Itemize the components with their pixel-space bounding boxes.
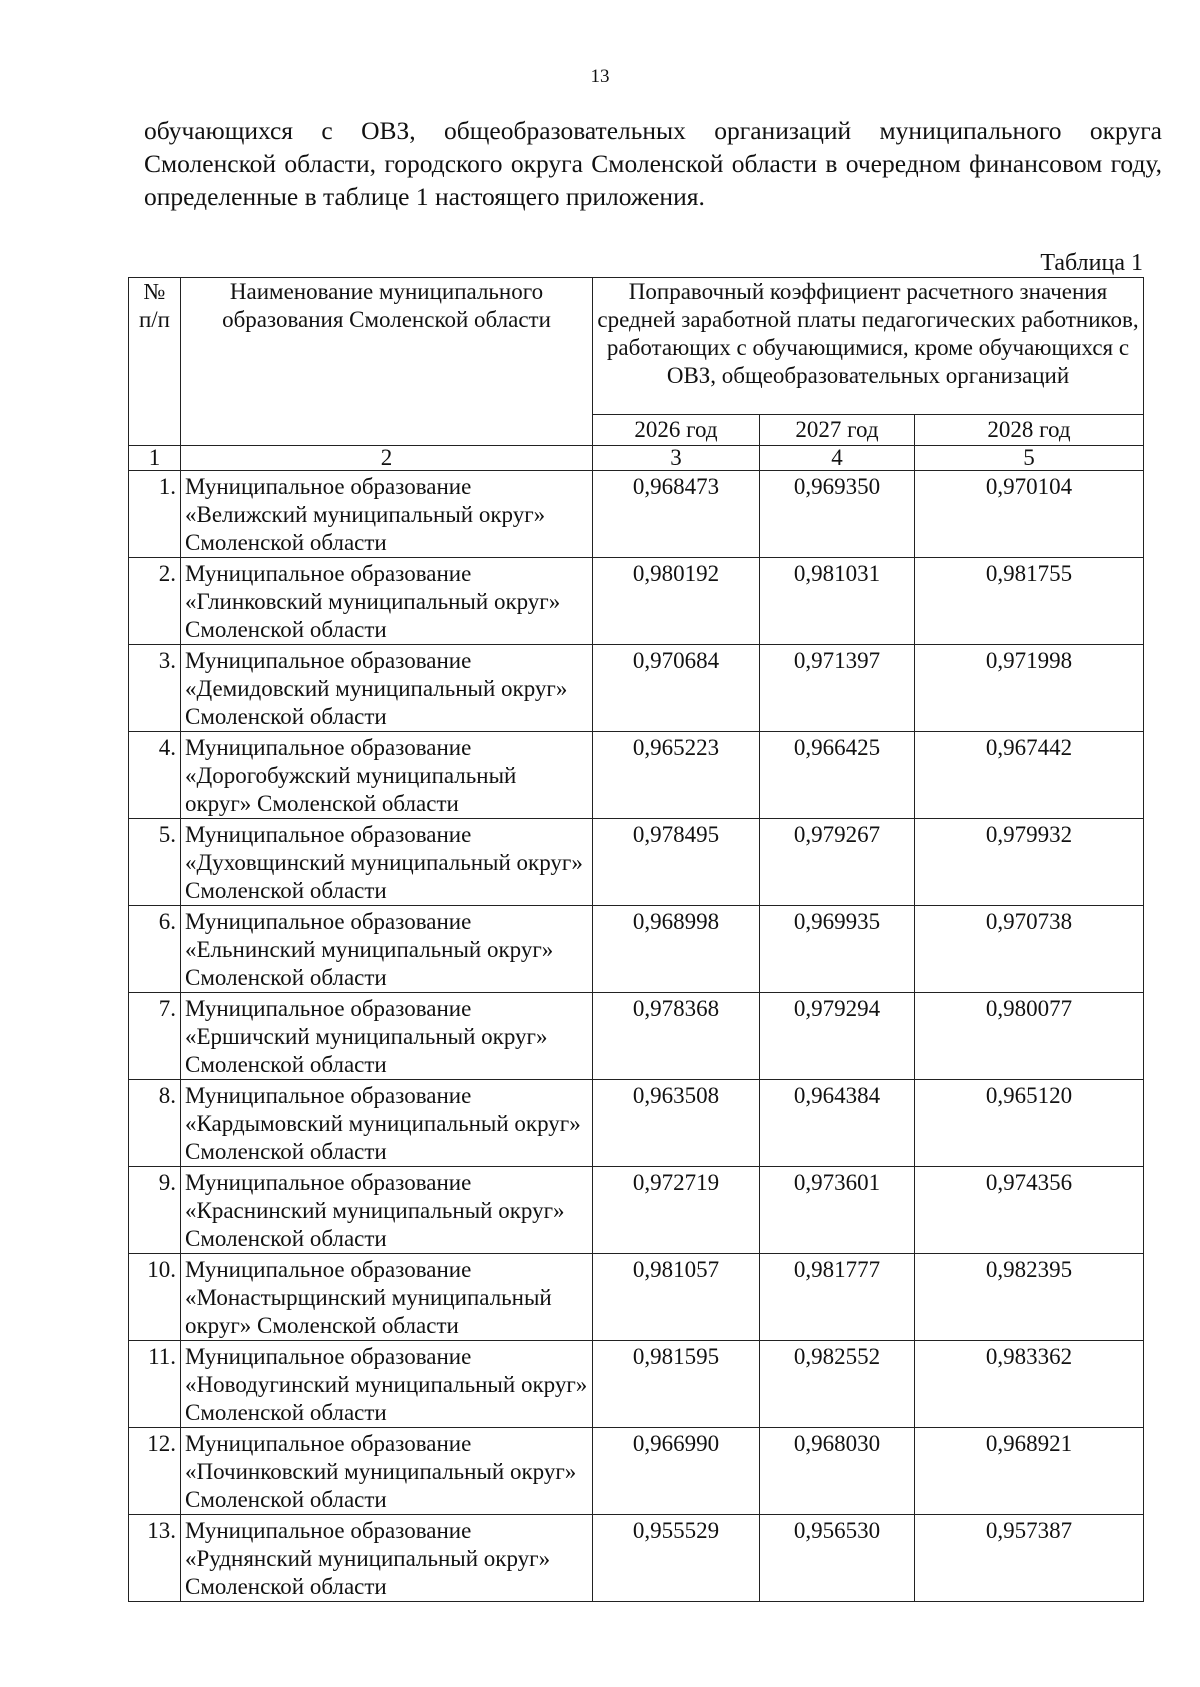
column-number: 3	[593, 446, 760, 471]
row-value-2028: 0,981755	[915, 558, 1144, 645]
row-value-2027: 0,979294	[760, 993, 915, 1080]
row-number: 2.	[129, 558, 181, 645]
table-row	[129, 1515, 1144, 1602]
row-value-2028: 0,971998	[915, 645, 1144, 732]
row-value-2027: 0,969350	[760, 471, 915, 558]
row-value-2027: 0,981031	[760, 558, 915, 645]
column-number: 1	[129, 446, 181, 471]
column-number-row	[129, 446, 1144, 471]
table-row	[129, 645, 1144, 732]
row-municipality-name: Муниципальное образование «Глинковский муниципальный округ» Смоленской области	[181, 558, 593, 645]
row-municipality-name: Муниципальное образование «Руднянский муниципальный округ» Смоленской области	[181, 1515, 593, 1602]
table-row	[129, 993, 1144, 1080]
row-municipality-name: Муниципальное образование «Ельнинский муниципальный округ» Смоленской области	[181, 906, 593, 993]
row-value-2026: 0,970684	[593, 645, 760, 732]
row-municipality-name: Муниципальное образование «Велижский муниципальный округ» Смоленской области	[181, 471, 593, 558]
table-caption: Таблица 1	[1040, 250, 1143, 276]
header-year-2026: 2026 год	[593, 415, 760, 446]
row-value-2028: 0,980077	[915, 993, 1144, 1080]
intro-paragraph: обучающихся с ОВЗ, общеобразовательных организаций муниципального округа Смоленской области, городского округа Смоленской области в очередном финансовом году, определенные в таблице 1 настоящего приложения.	[144, 116, 1162, 211]
row-value-2026: 0,966990	[593, 1428, 760, 1515]
row-value-2028: 0,979932	[915, 819, 1144, 906]
table-row	[129, 732, 1144, 819]
row-municipality-name: Муниципальное образование «Демидовский муниципальный округ» Смоленской области	[181, 645, 593, 732]
row-value-2026: 0,963508	[593, 1080, 760, 1167]
row-municipality-name: Муниципальное образование «Монастырщинский муниципальный округ» Смоленской области	[181, 1254, 593, 1341]
row-municipality-name: Муниципальное образование «Ершичский муниципальный округ» Смоленской области	[181, 993, 593, 1080]
row-value-2026: 0,981595	[593, 1341, 760, 1428]
table-row	[129, 1428, 1144, 1515]
header-num: № п/п	[129, 278, 181, 446]
table-row	[129, 819, 1144, 906]
row-value-2026: 0,972719	[593, 1167, 760, 1254]
column-number: 5	[915, 446, 1144, 471]
header-year-2028: 2028 год	[915, 415, 1144, 446]
row-municipality-name: Муниципальное образование «Починковский муниципальный округ» Смоленской области	[181, 1428, 593, 1515]
row-number: 5.	[129, 819, 181, 906]
row-value-2027: 0,968030	[760, 1428, 915, 1515]
coefficient-table	[128, 277, 1144, 1602]
header-name: Наименование муниципального образования Смоленской области	[181, 278, 593, 446]
row-number: 4.	[129, 732, 181, 819]
row-number: 10.	[129, 1254, 181, 1341]
row-value-2028: 0,965120	[915, 1080, 1144, 1167]
row-number: 6.	[129, 906, 181, 993]
row-number: 7.	[129, 993, 181, 1080]
row-value-2028: 0,970104	[915, 471, 1144, 558]
row-number: 9.	[129, 1167, 181, 1254]
row-value-2028: 0,957387	[915, 1515, 1144, 1602]
row-value-2026: 0,980192	[593, 558, 760, 645]
row-value-2026: 0,968473	[593, 471, 760, 558]
row-value-2026: 0,955529	[593, 1515, 760, 1602]
row-value-2027: 0,964384	[760, 1080, 915, 1167]
row-value-2026: 0,981057	[593, 1254, 760, 1341]
row-value-2027: 0,981777	[760, 1254, 915, 1341]
row-value-2027: 0,966425	[760, 732, 915, 819]
table-row	[129, 558, 1144, 645]
row-number: 11.	[129, 1341, 181, 1428]
row-value-2027: 0,979267	[760, 819, 915, 906]
row-municipality-name: Муниципальное образование «Дорогобужский муниципальный округ» Смоленской области	[181, 732, 593, 819]
header-coefficient: Поправочный коэффициент расчетного значения средней заработной платы педагогических работников, работающих с обучающимися, кроме обучающихся с ОВЗ, общеобразовательных организаций	[593, 278, 1144, 415]
row-value-2027: 0,969935	[760, 906, 915, 993]
row-value-2026: 0,978368	[593, 993, 760, 1080]
row-number: 1.	[129, 471, 181, 558]
row-value-2027: 0,971397	[760, 645, 915, 732]
row-municipality-name: Муниципальное образование «Новодугинский муниципальный округ» Смоленской области	[181, 1341, 593, 1428]
table-row	[129, 471, 1144, 558]
column-number: 4	[760, 446, 915, 471]
row-value-2028: 0,982395	[915, 1254, 1144, 1341]
row-value-2028: 0,974356	[915, 1167, 1144, 1254]
row-number: 8.	[129, 1080, 181, 1167]
row-value-2027: 0,973601	[760, 1167, 915, 1254]
row-value-2026: 0,978495	[593, 819, 760, 906]
row-number: 3.	[129, 645, 181, 732]
row-value-2028: 0,967442	[915, 732, 1144, 819]
row-value-2027: 0,956530	[760, 1515, 915, 1602]
row-value-2028: 0,983362	[915, 1341, 1144, 1428]
row-municipality-name: Муниципальное образование «Краснинский муниципальный округ» Смоленской области	[181, 1167, 593, 1254]
column-number: 2	[181, 446, 593, 471]
table-row	[129, 906, 1144, 993]
row-number: 12.	[129, 1428, 181, 1515]
row-value-2026: 0,968998	[593, 906, 760, 993]
row-number: 13.	[129, 1515, 181, 1602]
row-value-2028: 0,968921	[915, 1428, 1144, 1515]
table-row	[129, 1254, 1144, 1341]
page-number: 13	[590, 66, 610, 87]
table-row	[129, 1080, 1144, 1167]
table-row	[129, 1167, 1144, 1254]
row-municipality-name: Муниципальное образование «Духовщинский муниципальный округ» Смоленской области	[181, 819, 593, 906]
row-municipality-name: Муниципальное образование «Кардымовский муниципальный округ» Смоленской области	[181, 1080, 593, 1167]
row-value-2027: 0,982552	[760, 1341, 915, 1428]
row-value-2028: 0,970738	[915, 906, 1144, 993]
row-value-2026: 0,965223	[593, 732, 760, 819]
header-year-2027: 2027 год	[760, 415, 915, 446]
table-row	[129, 1341, 1144, 1428]
